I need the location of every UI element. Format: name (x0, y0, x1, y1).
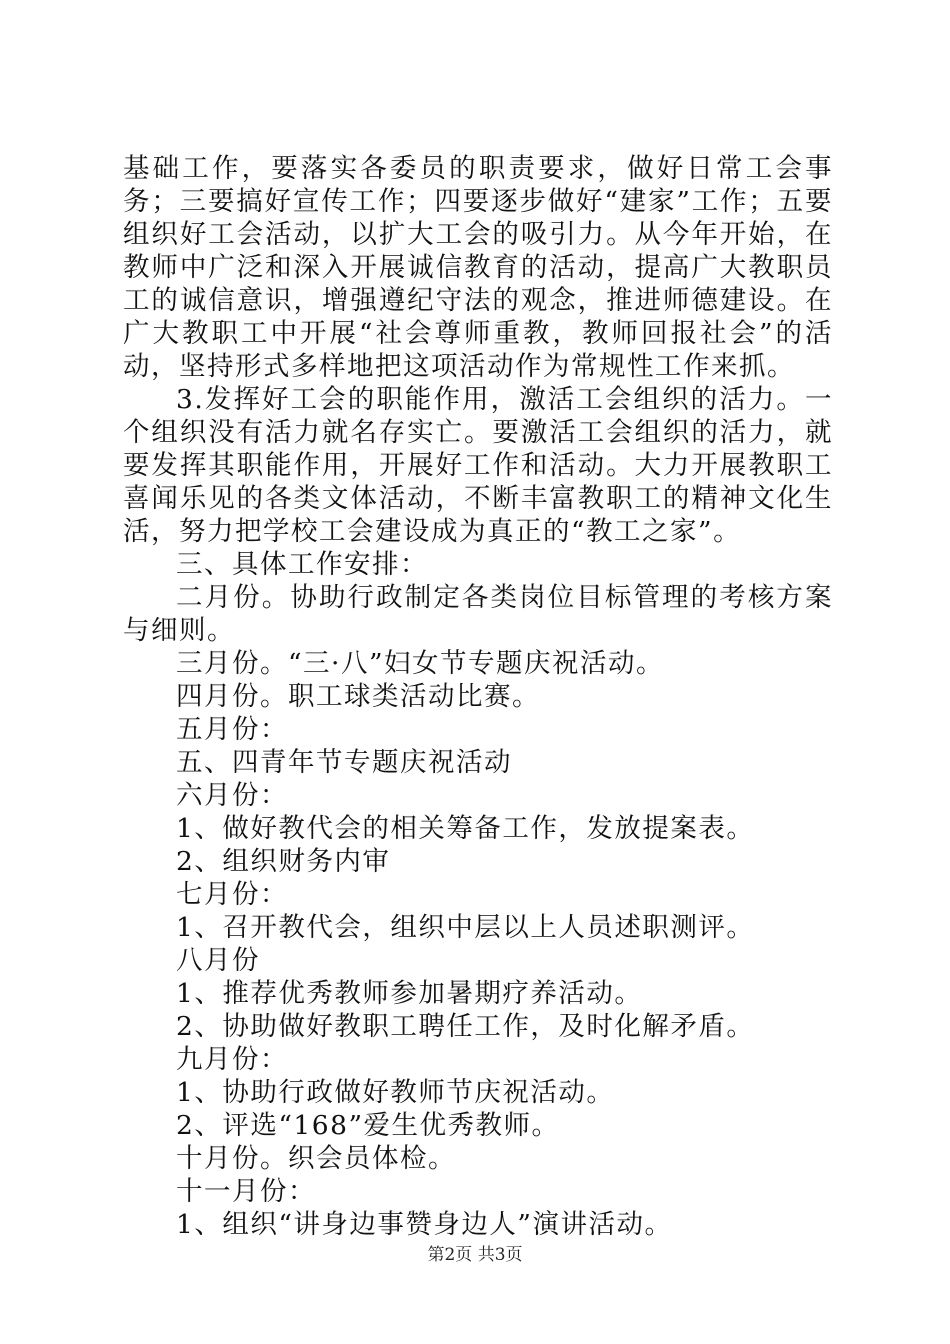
schedule-line: 1、组织“讲身边事赞身边人”演讲活动。 (176, 1209, 673, 1240)
page-footer: 第2页 共3页 (427, 1245, 523, 1265)
schedule-line: 七月份： (176, 879, 288, 910)
schedule-line: 十一月份： (176, 1176, 316, 1207)
schedule-line: 九月份： (176, 1044, 288, 1075)
schedule-line: 五月份： (176, 714, 288, 745)
schedule-line: 2、协助做好教职工聘任工作，及时化解矛盾。 (176, 1011, 755, 1042)
schedule-line: 四月份。职工球类活动比赛。 (176, 681, 540, 712)
schedule-line: 六月份： (176, 780, 288, 811)
schedule-line: 2、组织财务内审 (176, 846, 391, 877)
schedule-line: 1、推荐优秀教师参加暑期疗养活动。 (176, 978, 643, 1009)
schedule-line: 十月份。织会员体检。 (176, 1143, 456, 1174)
schedule-line: 八月份 (176, 945, 260, 976)
schedule-line: 三月份。“三·八”妇女节专题庆祝活动。 (176, 648, 665, 679)
paragraph-february: 二月份。协助行政制定各类岗位目标管理的考核方案与细则。 (123, 582, 833, 646)
schedule-line: 五、四青年节专题庆祝活动 (176, 747, 512, 778)
schedule-line: 1、做好教代会的相关筹备工作，发放提案表。 (176, 813, 755, 844)
document-body (123, 152, 833, 1241)
schedule-line: 1、召开教代会，组织中层以上人员述职测评。 (176, 912, 755, 943)
paragraph-union-function: 3.发挥好工会的职能作用，激活工会组织的活力。一个组织没有活力就名存实亡。要激活工会组织的活力，就要发挥其职能作用，开展好工作和活动。大力开展教职工喜闻乐见的各类文体活动，不断丰富教职工的精神文化生活，努力把学校工会建设成为真正的“教工之家”。 (123, 384, 833, 547)
schedule-line: 2、评选“168”爱生优秀教师。 (176, 1110, 560, 1141)
paragraph-basic-work: 基础工作，要落实各委员的职责要求，做好日常工会事务；三要搞好宣传工作；四要逐步做好“建家”工作；五要组织好工会活动，以扩大工会的吸引力。从今年开始，在教师中广泛和深入开展诚信教育的活动，提高广大教职员工的诚信意识，增强遵纪守法的观念，推进师德建设。在广大教职工中开展“社会尊师重教，教师回报社会”的活动，坚持形式多样地把这项活动作为常规性工作来抓。 (123, 153, 833, 382)
schedule-line: 1、协助行政做好教师节庆祝活动。 (176, 1077, 615, 1108)
section-heading-schedule: 三、具体工作安排： (176, 549, 428, 580)
